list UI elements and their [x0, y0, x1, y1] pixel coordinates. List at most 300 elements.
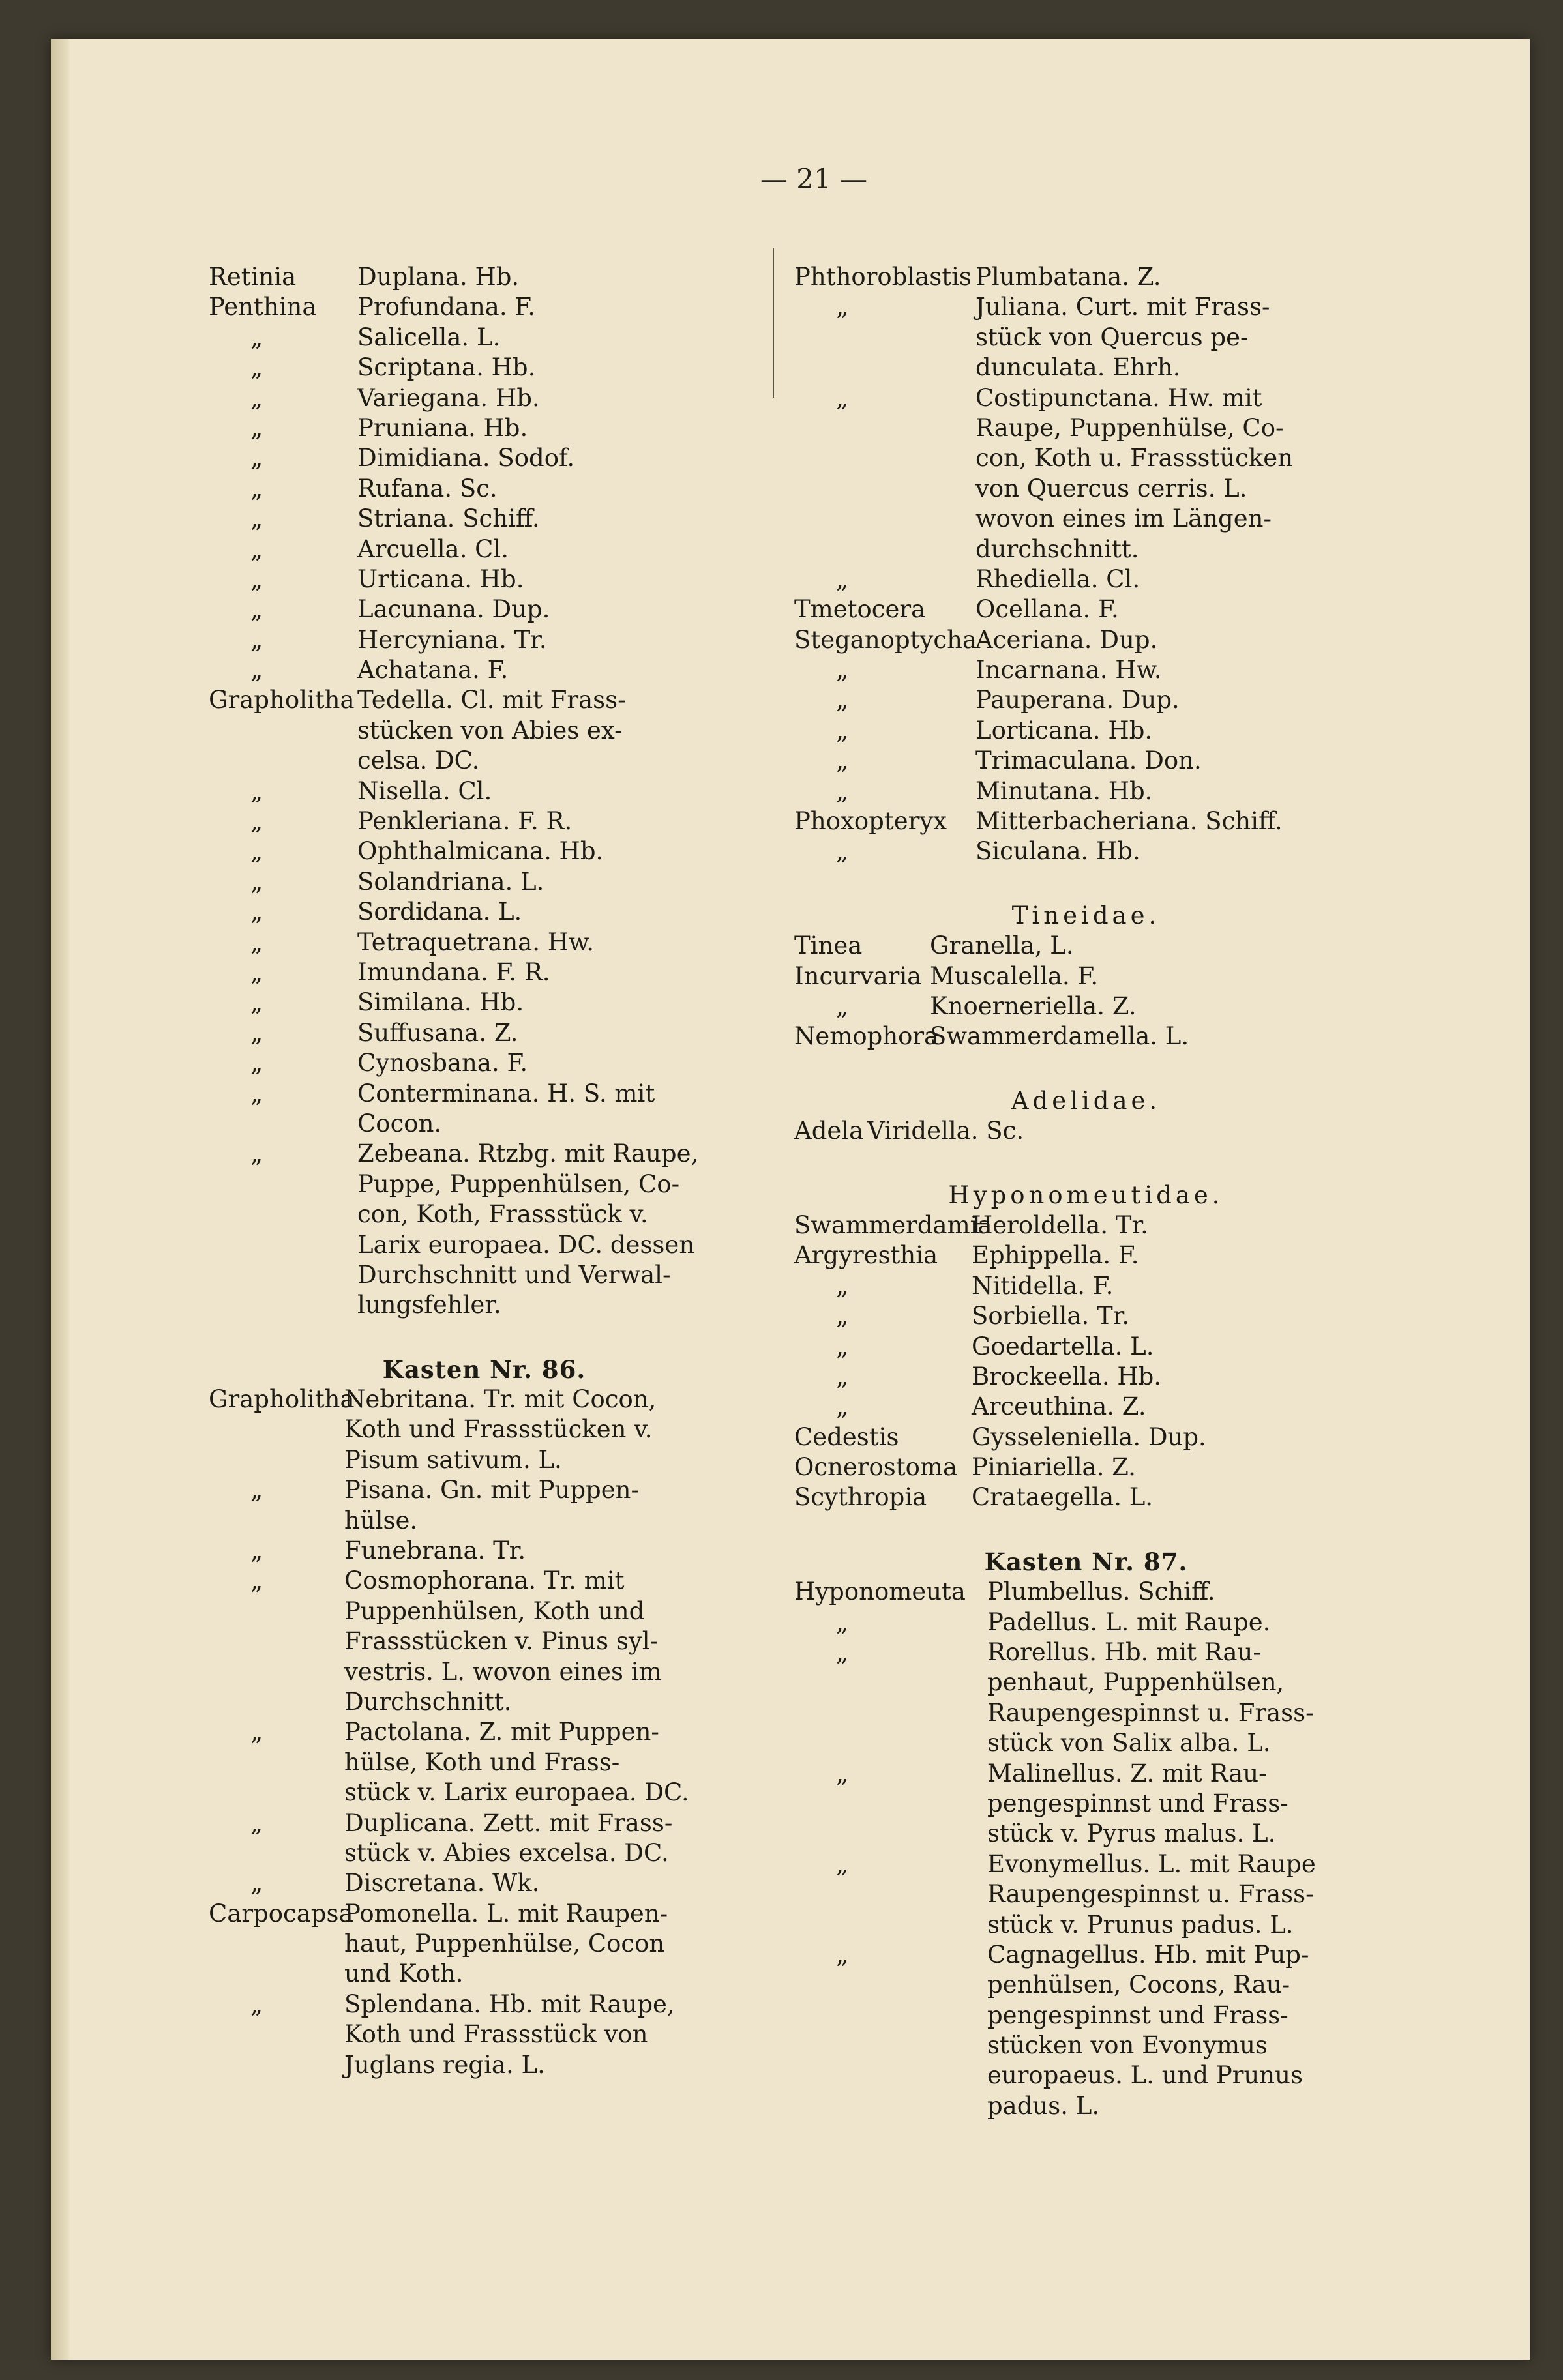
spacer	[794, 867, 1378, 901]
genus-name: Swammerdamia	[794, 1211, 992, 1239]
species-entry: Rhediella. Cl.	[975, 565, 1140, 593]
species-entry: Knoerneriella. Z.	[930, 992, 1137, 1020]
ditto-mark: „	[250, 898, 263, 926]
ditto-mark: „	[250, 837, 263, 866]
genus-name	[794, 1879, 987, 1909]
species-entry: Ephippella. F.	[972, 1241, 1139, 1270]
ditto-mark: „	[250, 444, 263, 473]
catalogue-line	[794, 443, 1378, 473]
catalogue-line	[209, 1109, 760, 1139]
species-entry: Viridella. Sc.	[867, 1117, 1024, 1145]
spacer	[794, 1052, 1378, 1086]
catalogue-line	[209, 1230, 760, 1260]
species-entry: Funebrana. Tr.	[344, 1536, 526, 1565]
catalogue-line	[209, 1018, 760, 1048]
species-entry: Piniariella. Z.	[972, 1453, 1136, 1482]
genus-name	[209, 1199, 357, 1229]
genus-name	[794, 413, 975, 443]
ditto-mark: „	[836, 383, 849, 412]
catalogue-line	[794, 1577, 1378, 1607]
species-entry: Nisella. Cl.	[357, 776, 492, 805]
catalogue-line	[794, 962, 1378, 992]
genus-name	[209, 716, 357, 746]
genus-name: Adela	[794, 1117, 864, 1145]
species-entry: Suffusana. Z.	[357, 1018, 518, 1047]
catalogue-line	[209, 1506, 760, 1536]
page-number: — 21 —	[760, 163, 868, 195]
species-entry: Gysseleniella. Dup.	[972, 1422, 1206, 1451]
species-entry: Puppenhülsen, Koth und	[344, 1596, 645, 1625]
catalogue-line	[209, 625, 760, 655]
catalogue-line	[209, 1290, 760, 1320]
ditto-mark: „	[250, 807, 263, 836]
species-entry: Muscalella. F.	[930, 962, 1099, 990]
species-entry: Nitidella. F.	[972, 1271, 1114, 1300]
genus-name: Scythropia	[794, 1483, 927, 1512]
ditto-mark: „	[836, 565, 849, 593]
species-entry: Zebeana. Rtzbg. mit Raupe,	[357, 1139, 699, 1168]
catalogue-line	[209, 655, 760, 685]
catalogue-line	[209, 1808, 760, 1838]
species-entry: Urticana. Hb.	[357, 565, 524, 593]
catalogue-line	[794, 1819, 1378, 1849]
ditto-mark: „	[836, 686, 849, 714]
species-entry: Sordidana. L.	[357, 898, 522, 926]
right-column	[794, 262, 1378, 2121]
species-entry: Splendana. Hb. mit Raupe,	[344, 1990, 675, 2018]
species-entry: Salicella. L.	[357, 323, 501, 351]
catalogue-line	[794, 931, 1378, 961]
genus-name	[794, 535, 975, 565]
ditto-mark: „	[250, 505, 263, 533]
catalogue-line	[794, 1759, 1378, 1789]
species-entry: Pruniana. Hb.	[357, 413, 528, 442]
list-adelidae	[794, 1116, 1378, 1146]
ditto-mark: „	[250, 565, 263, 593]
genus-name	[209, 1290, 357, 1320]
catalogue-line	[209, 353, 760, 383]
ditto-mark: „	[250, 595, 263, 624]
ditto-mark: „	[250, 1869, 263, 1898]
species-entry: stück v. Abies excelsa. DC.	[344, 1838, 669, 1867]
species-entry: Larix europaea. DC. dessen	[357, 1230, 695, 1259]
list-kasten-86	[209, 1385, 760, 2080]
ditto-mark: „	[250, 353, 263, 382]
ditto-mark: „	[250, 1718, 263, 1746]
catalogue-line	[209, 958, 760, 988]
species-entry: hülse.	[344, 1506, 418, 1535]
catalogue-line	[209, 565, 760, 595]
species-entry: von Quercus cerris. L.	[975, 474, 1247, 503]
ditto-mark: „	[250, 535, 263, 563]
catalogue-line	[209, 443, 760, 473]
ditto-mark: „	[250, 383, 263, 412]
species-entry: hülse, Koth und Frass-	[344, 1748, 620, 1776]
catalogue-line	[209, 474, 760, 504]
genus-name	[209, 1838, 344, 1868]
genus-name	[209, 2020, 344, 2049]
species-entry: dunculata. Ehrh.	[975, 353, 1181, 382]
species-entry: Hercyniana. Tr.	[357, 625, 547, 654]
species-entry: stück von Salix alba. L.	[987, 1729, 1271, 1757]
catalogue-line	[209, 323, 760, 353]
catalogue-line	[794, 262, 1378, 292]
species-entry: Incarnana. Hw.	[975, 656, 1162, 684]
catalogue-line	[794, 413, 1378, 443]
genus-name	[209, 1596, 344, 1626]
catalogue-line	[794, 2061, 1378, 2091]
genus-name: Cedestis	[794, 1422, 899, 1451]
ditto-mark: „	[250, 323, 263, 351]
ditto-mark: „	[836, 293, 849, 321]
catalogue-line	[209, 806, 760, 836]
species-entry: pengespinnst und Frass-	[987, 2001, 1288, 2029]
genus-name	[794, 1970, 987, 2000]
species-entry: Pauperana. Dup.	[975, 686, 1180, 714]
species-entry: Frassstücken v. Pinus syl-	[344, 1627, 659, 1656]
catalogue-line	[209, 292, 760, 322]
catalogue-line	[209, 1990, 760, 2020]
genus-name	[794, 2091, 987, 2121]
species-entry: Crataegella. L.	[972, 1483, 1154, 1512]
genus-name: Incurvaria	[794, 962, 922, 990]
ditto-mark: „	[250, 988, 263, 1017]
genus-name	[209, 1778, 344, 1808]
ditto-mark: „	[836, 992, 849, 1020]
species-entry: padus. L.	[987, 2091, 1100, 2120]
species-entry: Dimidiana. Sodof.	[357, 444, 575, 473]
catalogue-line	[209, 1748, 760, 1778]
catalogue-line	[209, 1959, 760, 1989]
catalogue-line	[794, 1482, 1378, 1512]
genus-name	[794, 1698, 987, 1728]
catalogue-line	[209, 836, 760, 866]
catalogue-line	[209, 1778, 760, 1808]
catalogue-line	[794, 535, 1378, 565]
species-entry: Durchschnitt und Verwal-	[357, 1260, 671, 1289]
catalogue-line	[794, 992, 1378, 1021]
catalogue-line	[794, 1332, 1378, 1362]
list-tortricidae-right	[794, 262, 1378, 867]
list-tineidae	[794, 931, 1378, 1052]
species-entry: stück von Quercus pe-	[975, 323, 1249, 351]
ditto-mark: „	[250, 776, 263, 805]
catalogue-line	[794, 292, 1378, 322]
ditto-mark: „	[250, 474, 263, 503]
species-entry: pengespinnst und Frass-	[987, 1789, 1288, 1817]
catalogue-line	[794, 1392, 1378, 1422]
species-entry: Conterminana. H. S. mit	[357, 1079, 655, 1108]
species-entry: Similana. Hb.	[357, 988, 524, 1017]
ditto-mark: „	[250, 1566, 263, 1595]
genus-name	[794, 1728, 987, 1758]
ditto-mark: „	[250, 928, 263, 956]
catalogue-line	[794, 323, 1378, 353]
ditto-mark: „	[836, 656, 849, 684]
species-entry: stücken von Evonymus	[987, 2031, 1268, 2060]
species-entry: Cocon.	[357, 1109, 442, 1138]
species-entry: Pactolana. Z. mit Puppen-	[344, 1718, 659, 1746]
catalogue-line	[209, 897, 760, 927]
spacer	[794, 1513, 1378, 1547]
species-entry: Koth und Frassstücken v.	[344, 1415, 653, 1444]
species-entry: Profundana. F.	[357, 293, 536, 321]
species-entry: wovon eines im Längen-	[975, 505, 1272, 533]
catalogue-line	[794, 595, 1378, 624]
ditto-mark: „	[836, 746, 849, 775]
species-entry: vestris. L. wovon eines im	[344, 1657, 662, 1686]
catalogue-line	[209, 1048, 760, 1078]
ditto-mark: „	[250, 1536, 263, 1565]
catalogue-line	[209, 1929, 760, 1959]
catalogue-line	[794, 353, 1378, 383]
species-entry: Arceuthina. Z.	[972, 1392, 1146, 1421]
species-entry: Juliana. Curt. mit Frass-	[975, 293, 1270, 321]
catalogue-line	[209, 746, 760, 776]
species-entry: Pisana. Gn. mit Puppen-	[344, 1476, 639, 1505]
genus-name	[209, 2050, 344, 2080]
catalogue-line	[794, 2091, 1378, 2121]
species-entry: stück v. Pyrus malus. L.	[987, 1819, 1276, 1848]
catalogue-line	[209, 262, 760, 292]
catalogue-line	[209, 1475, 760, 1505]
catalogue-line	[209, 1899, 760, 1929]
catalogue-line	[209, 413, 760, 443]
species-entry: stück v. Prunus padus. L.	[987, 1910, 1294, 1939]
genus-name	[209, 746, 357, 776]
catalogue-line	[209, 504, 760, 534]
catalogue-line	[209, 716, 760, 746]
species-entry: penhaut, Puppenhülsen,	[987, 1668, 1285, 1697]
ditto-mark: „	[250, 625, 263, 654]
genus-name	[794, 2001, 987, 2031]
catalogue-line	[794, 685, 1378, 715]
spacer	[209, 1321, 760, 1355]
species-entry: und Koth.	[344, 1960, 464, 1988]
genus-name: Grapholitha	[209, 1385, 355, 1414]
genus-name	[794, 353, 975, 383]
heading-adelidae: Adelidae.	[1011, 1086, 1161, 1115]
catalogue-line	[794, 1116, 1378, 1146]
species-entry: Goedartella. L.	[972, 1332, 1154, 1360]
species-entry: stück v. Larix europaea. DC.	[344, 1778, 689, 1807]
genus-name	[794, 2031, 987, 2061]
species-entry: Plumbatana. Z.	[975, 263, 1161, 291]
ditto-mark: „	[836, 716, 849, 744]
genus-name: Retinia	[209, 263, 297, 291]
ditto-mark: „	[250, 1476, 263, 1505]
species-entry: con, Koth u. Frassstücken	[975, 444, 1294, 473]
species-entry: Duplicana. Zett. mit Frass-	[344, 1808, 673, 1837]
species-entry: Lorticana. Hb.	[975, 716, 1153, 744]
species-entry: Penkleriana. F. R.	[357, 807, 573, 836]
catalogue-line	[209, 2020, 760, 2049]
species-entry: Brockeella. Hb.	[972, 1362, 1162, 1390]
genus-name	[794, 1910, 987, 1940]
catalogue-line	[209, 685, 760, 715]
catalogue-line	[209, 1536, 760, 1566]
genus-name: Hyponomeuta	[794, 1578, 966, 1606]
catalogue-line	[209, 928, 760, 958]
genus-name	[209, 1959, 344, 1989]
catalogue-line	[209, 1415, 760, 1445]
ditto-mark: „	[836, 1362, 849, 1390]
catalogue-line	[794, 806, 1378, 836]
column-divider	[773, 248, 774, 398]
genus-name	[209, 1445, 344, 1475]
catalogue-line	[794, 1789, 1378, 1819]
ditto-mark: „	[836, 1940, 849, 1969]
catalogue-line	[794, 1849, 1378, 1879]
species-entry: Malinellus. Z. mit Rau-	[987, 1759, 1267, 1787]
genus-name: Carpocapsa	[209, 1899, 353, 1928]
species-entry: Imundana. F. R.	[357, 958, 550, 986]
species-entry: europaeus. L. und Prunus	[987, 2061, 1303, 2090]
species-entry: Costipunctana. Hw. mit	[975, 383, 1262, 412]
catalogue-line	[794, 1698, 1378, 1728]
list-hyponomeutidae	[794, 1211, 1378, 1513]
species-entry: Swammerdamella. L.	[930, 1022, 1189, 1051]
species-entry: Striana. Schiff.	[357, 505, 540, 533]
genus-name: Tinea	[794, 932, 863, 960]
genus-name: Phthoroblastis	[794, 263, 972, 291]
catalogue-line	[209, 1687, 760, 1717]
species-entry: Cosmophorana. Tr. mit	[344, 1566, 625, 1595]
catalogue-line	[794, 1940, 1378, 1970]
ditto-mark: „	[836, 1332, 849, 1360]
catalogue-line	[794, 776, 1378, 806]
catalogue-line	[209, 1079, 760, 1109]
ditto-mark: „	[836, 1638, 849, 1667]
catalogue-line	[209, 1838, 760, 1868]
species-entry: Ocellana. F.	[975, 595, 1119, 624]
left-column	[209, 262, 760, 2080]
heading-tineidae: Tineidae.	[1011, 901, 1161, 930]
ditto-mark: „	[250, 867, 263, 896]
species-entry: Lacunana. Dup.	[357, 595, 550, 624]
ditto-mark: „	[836, 776, 849, 805]
catalogue-line	[794, 1301, 1378, 1331]
species-entry: Evonymellus. L. mit Raupe	[987, 1849, 1316, 1878]
genus-name: Ocnerostoma	[794, 1453, 958, 1482]
species-entry: con, Koth, Frassstück v.	[357, 1200, 648, 1229]
species-entry: Pisum sativum. L.	[344, 1445, 562, 1474]
catalogue-line	[209, 1626, 760, 1656]
catalogue-line	[794, 2001, 1378, 2031]
catalogue-line	[209, 1260, 760, 1290]
catalogue-line	[794, 746, 1378, 776]
genus-name	[794, 504, 975, 534]
catalogue-line	[794, 1879, 1378, 1909]
catalogue-line	[209, 1385, 760, 1415]
catalogue-line	[794, 655, 1378, 685]
ditto-mark: „	[250, 413, 263, 442]
species-entry: Sorbiella. Tr.	[972, 1302, 1130, 1330]
catalogue-line	[209, 1169, 760, 1199]
genus-name	[209, 1687, 344, 1717]
genus-name	[209, 1748, 344, 1778]
catalogue-line	[794, 383, 1378, 413]
catalogue-line	[794, 1608, 1378, 1638]
catalogue-line	[794, 1422, 1378, 1452]
species-entry: celsa. DC.	[357, 746, 480, 775]
species-entry: Nebritana. Tr. mit Cocon,	[344, 1385, 657, 1414]
catalogue-line	[209, 2050, 760, 2080]
genus-name	[209, 1415, 344, 1445]
species-entry: Trimaculana. Don.	[975, 746, 1202, 775]
species-entry: Minutana. Hb.	[975, 776, 1153, 805]
genus-name	[794, 1819, 987, 1849]
species-entry: Cagnagellus. Hb. mit Pup-	[987, 1940, 1309, 1969]
catalogue-line	[794, 1271, 1378, 1301]
catalogue-line	[209, 1657, 760, 1687]
catalogue-line	[209, 776, 760, 806]
catalogue-line	[794, 474, 1378, 504]
species-entry: Scriptana. Hb.	[357, 353, 536, 382]
catalogue-line	[209, 1445, 760, 1475]
ditto-mark: „	[250, 958, 263, 986]
genus-name	[209, 1169, 357, 1199]
species-entry: Aceriana. Dup.	[975, 625, 1158, 654]
species-entry: lungsfehler.	[357, 1291, 501, 1319]
catalogue-line	[794, 1728, 1378, 1758]
catalogue-line	[794, 1667, 1378, 1697]
catalogue-line	[794, 716, 1378, 746]
catalogue-line	[209, 1868, 760, 1898]
heading-kasten-86: Kasten Nr. 86.	[382, 1355, 586, 1384]
species-entry: Puppe, Puppenhülsen, Co-	[357, 1169, 680, 1198]
species-entry: durchschnitt.	[975, 535, 1139, 563]
genus-name	[209, 1260, 357, 1290]
catalogue-line	[209, 988, 760, 1018]
catalogue-line	[794, 1211, 1378, 1241]
catalogue-line	[794, 1638, 1378, 1667]
genus-name	[209, 1109, 357, 1139]
genus-name	[209, 1929, 344, 1959]
catalogue-line	[794, 504, 1378, 534]
heading-hyponomeutidae: Hyponomeutidae.	[948, 1181, 1224, 1209]
genus-name	[209, 1626, 344, 1656]
species-entry: stücken von Abies ex-	[357, 716, 623, 744]
ditto-mark: „	[836, 1849, 849, 1878]
species-entry: Tedella. Cl. mit Frass-	[357, 686, 626, 714]
catalogue-line	[794, 1021, 1378, 1051]
spacer	[794, 1147, 1378, 1181]
ditto-mark: „	[250, 1079, 263, 1108]
genus-name	[794, 443, 975, 473]
book-page	[51, 39, 1530, 2360]
ditto-mark: „	[250, 656, 263, 684]
catalogue-line	[209, 1717, 760, 1747]
species-entry: haut, Puppenhülse, Cocon	[344, 1930, 665, 1958]
species-entry: Variegana. Hb.	[357, 383, 540, 412]
page-spine-shadow	[51, 39, 69, 2360]
ditto-mark: „	[836, 1759, 849, 1787]
genus-name	[794, 323, 975, 353]
ditto-mark: „	[250, 1049, 263, 1078]
species-entry: Durchschnitt.	[344, 1687, 512, 1716]
genus-name: Nemophora	[794, 1022, 939, 1051]
species-entry: Rufana. Sc.	[357, 474, 498, 503]
genus-name: Grapholitha	[209, 686, 355, 714]
catalogue-line	[794, 1910, 1378, 1940]
catalogue-line	[209, 1596, 760, 1626]
ditto-mark: „	[836, 837, 849, 866]
catalogue-line	[209, 595, 760, 624]
species-entry: Raupe, Puppenhülse, Co-	[975, 413, 1284, 442]
species-entry: Arcuella. Cl.	[357, 535, 509, 563]
catalogue-line	[794, 565, 1378, 595]
